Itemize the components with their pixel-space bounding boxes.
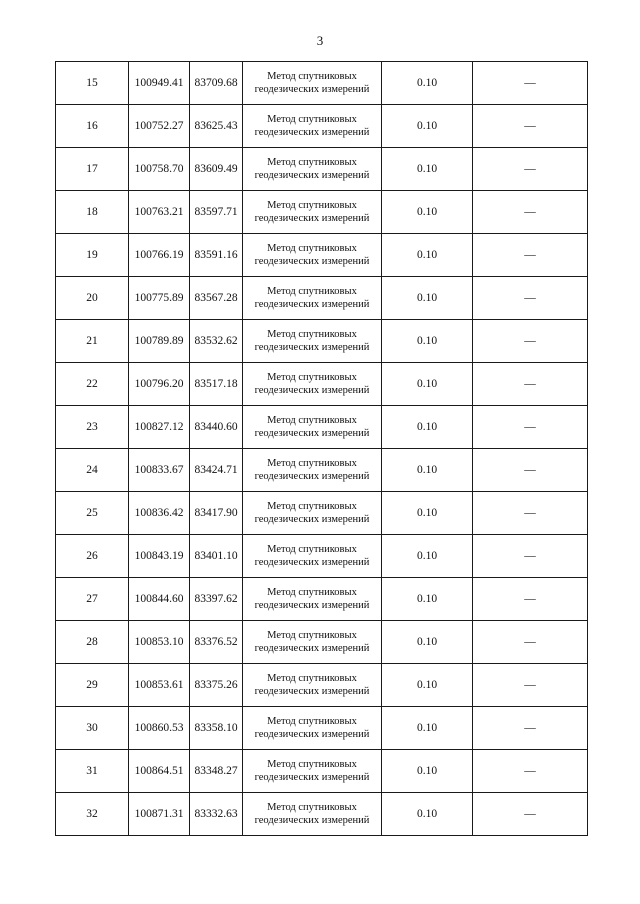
description-cell: — <box>473 664 588 707</box>
description-cell: — <box>473 234 588 277</box>
method-cell: Метод спутниковых геодезических измерений <box>243 535 382 578</box>
description-cell: — <box>473 492 588 535</box>
point-number-cell: 29 <box>56 664 129 707</box>
method-cell: Метод спутниковых геодезических измерений <box>243 105 382 148</box>
y-coordinate-cell: 83709.68 <box>190 62 243 105</box>
table-row <box>56 535 588 578</box>
x-coordinate-cell: 100827.12 <box>129 406 190 449</box>
table-row <box>56 449 588 492</box>
method-cell: Метод спутниковых геодезических измерений <box>243 234 382 277</box>
description-cell: — <box>473 320 588 363</box>
y-coordinate-cell: 83625.43 <box>190 105 243 148</box>
method-cell: Метод спутниковых геодезических измерений <box>243 793 382 836</box>
point-number-cell: 18 <box>56 191 129 234</box>
point-number-cell: 31 <box>56 750 129 793</box>
table-row <box>56 320 588 363</box>
x-coordinate-cell: 100853.61 <box>129 664 190 707</box>
precision-cell: 0.10 <box>382 320 473 363</box>
x-coordinate-cell: 100949.41 <box>129 62 190 105</box>
description-cell: — <box>473 449 588 492</box>
table-row <box>56 191 588 234</box>
point-number-cell: 30 <box>56 707 129 750</box>
table-row <box>56 406 588 449</box>
description-cell: — <box>473 105 588 148</box>
y-coordinate-cell: 83348.27 <box>190 750 243 793</box>
x-coordinate-cell: 100853.10 <box>129 621 190 664</box>
precision-cell: 0.10 <box>382 535 473 578</box>
precision-cell: 0.10 <box>382 277 473 320</box>
precision-cell: 0.10 <box>382 406 473 449</box>
precision-cell: 0.10 <box>382 664 473 707</box>
description-cell: — <box>473 793 588 836</box>
table-row <box>56 793 588 836</box>
point-number-cell: 24 <box>56 449 129 492</box>
x-coordinate-cell: 100763.21 <box>129 191 190 234</box>
method-cell: Метод спутниковых геодезических измерений <box>243 750 382 793</box>
x-coordinate-cell: 100836.42 <box>129 492 190 535</box>
description-cell: — <box>473 535 588 578</box>
description-cell: — <box>473 148 588 191</box>
x-coordinate-cell: 100775.89 <box>129 277 190 320</box>
precision-cell: 0.10 <box>382 148 473 191</box>
table-row <box>56 492 588 535</box>
precision-cell: 0.10 <box>382 621 473 664</box>
precision-cell: 0.10 <box>382 793 473 836</box>
y-coordinate-cell: 83517.18 <box>190 363 243 406</box>
description-cell: — <box>473 707 588 750</box>
point-number-cell: 17 <box>56 148 129 191</box>
table-row <box>56 750 588 793</box>
description-cell: — <box>473 406 588 449</box>
point-number-cell: 16 <box>56 105 129 148</box>
table-row <box>56 664 588 707</box>
method-cell: Метод спутниковых геодезических измерений <box>243 707 382 750</box>
point-number-cell: 27 <box>56 578 129 621</box>
y-coordinate-cell: 83375.26 <box>190 664 243 707</box>
x-coordinate-cell: 100843.19 <box>129 535 190 578</box>
y-coordinate-cell: 83401.10 <box>190 535 243 578</box>
point-number-cell: 22 <box>56 363 129 406</box>
point-number-cell: 28 <box>56 621 129 664</box>
method-cell: Метод спутниковых геодезических измерений <box>243 492 382 535</box>
method-cell: Метод спутниковых геодезических измерений <box>243 148 382 191</box>
description-cell: — <box>473 191 588 234</box>
description-cell: — <box>473 62 588 105</box>
x-coordinate-cell: 100758.70 <box>129 148 190 191</box>
method-cell: Метод спутниковых геодезических измерений <box>243 277 382 320</box>
y-coordinate-cell: 83417.90 <box>190 492 243 535</box>
x-coordinate-cell: 100752.27 <box>129 105 190 148</box>
table-row <box>56 621 588 664</box>
method-cell: Метод спутниковых геодезических измерений <box>243 449 382 492</box>
method-cell: Метод спутниковых геодезических измерений <box>243 62 382 105</box>
x-coordinate-cell: 100796.20 <box>129 363 190 406</box>
description-cell: — <box>473 277 588 320</box>
method-cell: Метод спутниковых геодезических измерений <box>243 191 382 234</box>
table-row <box>56 363 588 406</box>
description-cell: — <box>473 363 588 406</box>
method-cell: Метод спутниковых геодезических измерений <box>243 406 382 449</box>
x-coordinate-cell: 100860.53 <box>129 707 190 750</box>
precision-cell: 0.10 <box>382 191 473 234</box>
y-coordinate-cell: 83397.62 <box>190 578 243 621</box>
table-row <box>56 234 588 277</box>
point-number-cell: 15 <box>56 62 129 105</box>
table-row <box>56 707 588 750</box>
point-number-cell: 19 <box>56 234 129 277</box>
table-row <box>56 148 588 191</box>
precision-cell: 0.10 <box>382 234 473 277</box>
method-cell: Метод спутниковых геодезических измерений <box>243 621 382 664</box>
y-coordinate-cell: 83597.71 <box>190 191 243 234</box>
coordinates-table <box>55 61 588 836</box>
point-number-cell: 20 <box>56 277 129 320</box>
method-cell: Метод спутниковых геодезических измерений <box>243 664 382 707</box>
point-number-cell: 26 <box>56 535 129 578</box>
y-coordinate-cell: 83376.52 <box>190 621 243 664</box>
precision-cell: 0.10 <box>382 750 473 793</box>
point-number-cell: 32 <box>56 793 129 836</box>
point-number-cell: 25 <box>56 492 129 535</box>
y-coordinate-cell: 83440.60 <box>190 406 243 449</box>
description-cell: — <box>473 621 588 664</box>
x-coordinate-cell: 100766.19 <box>129 234 190 277</box>
table-row <box>56 578 588 621</box>
precision-cell: 0.10 <box>382 62 473 105</box>
precision-cell: 0.10 <box>382 492 473 535</box>
method-cell: Метод спутниковых геодезических измерений <box>243 578 382 621</box>
precision-cell: 0.10 <box>382 363 473 406</box>
page-number: 3 <box>316 33 324 48</box>
table-row <box>56 105 588 148</box>
y-coordinate-cell: 83591.16 <box>190 234 243 277</box>
precision-cell: 0.10 <box>382 105 473 148</box>
precision-cell: 0.10 <box>382 707 473 750</box>
x-coordinate-cell: 100844.60 <box>129 578 190 621</box>
y-coordinate-cell: 83332.63 <box>190 793 243 836</box>
precision-cell: 0.10 <box>382 449 473 492</box>
point-number-cell: 23 <box>56 406 129 449</box>
y-coordinate-cell: 83532.62 <box>190 320 243 363</box>
point-number-cell: 21 <box>56 320 129 363</box>
y-coordinate-cell: 83358.10 <box>190 707 243 750</box>
x-coordinate-cell: 100871.31 <box>129 793 190 836</box>
x-coordinate-cell: 100864.51 <box>129 750 190 793</box>
table-row <box>56 62 588 105</box>
precision-cell: 0.10 <box>382 578 473 621</box>
coordinates-table-body <box>56 62 588 836</box>
y-coordinate-cell: 83424.71 <box>190 449 243 492</box>
x-coordinate-cell: 100789.89 <box>129 320 190 363</box>
table-row <box>56 277 588 320</box>
y-coordinate-cell: 83567.28 <box>190 277 243 320</box>
description-cell: — <box>473 750 588 793</box>
method-cell: Метод спутниковых геодезических измерений <box>243 320 382 363</box>
method-cell: Метод спутниковых геодезических измерений <box>243 363 382 406</box>
description-cell: — <box>473 578 588 621</box>
x-coordinate-cell: 100833.67 <box>129 449 190 492</box>
y-coordinate-cell: 83609.49 <box>190 148 243 191</box>
